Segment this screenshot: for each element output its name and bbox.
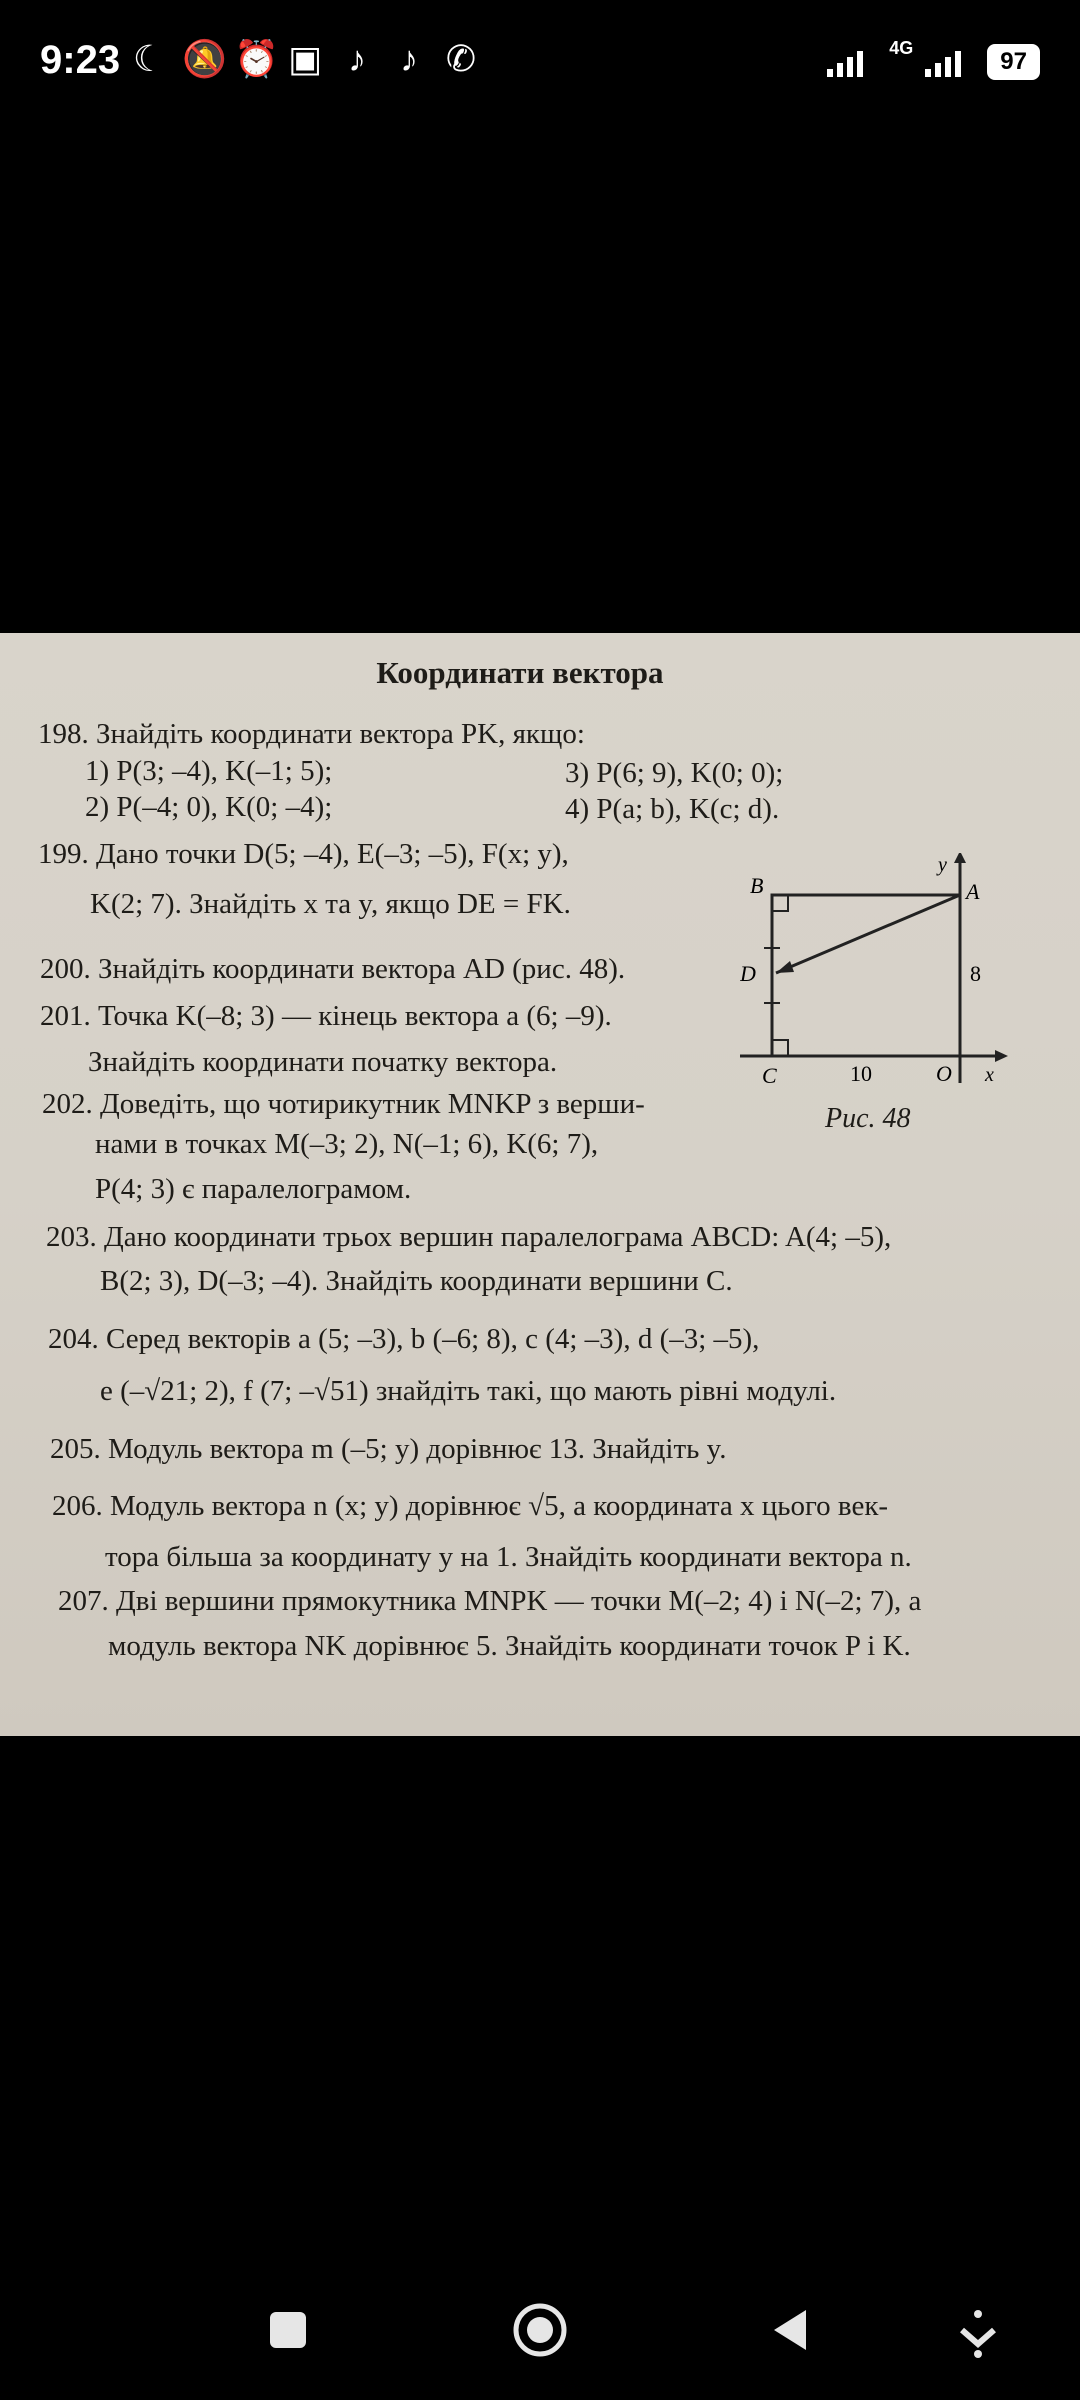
alarm-icon: ⏰ [234,38,279,79]
tiktok-icon: ♪ [400,38,418,79]
label-ten: 10 [850,1061,872,1086]
task-203: 203. Дано координати трьох вершин паралелограма ABCD: A(4; –5), [46,1221,892,1253]
task-201-cont: Знайдіть координати початку вектора. [88,1046,558,1078]
task-202: 202. Доведіть, що чотирикутник MNKP з верши- [42,1088,645,1120]
task-202-cont: нами в точках M(–3; 2), N(–1; 6), K(6; 7), [95,1128,599,1160]
label-o: O [936,1061,952,1086]
textbook-photo [0,633,1080,1736]
task-198-3: 3) P(6; 9), K(0; 0); [565,757,784,789]
task-199-cont: K(2; 7). Знайдіть x та y, якщо DE = FK. [90,888,571,920]
recents-button[interactable] [258,2300,318,2360]
battery-level: 97 [987,44,1040,80]
page-title: Координати вектора [376,655,664,690]
keyboard-hide-button[interactable] [948,2300,1008,2360]
task-202-end: P(4; 3) є паралелограмом. [95,1173,412,1205]
label-d: D [740,961,756,986]
label-y: y [938,854,947,876]
task-200: 200. Знайдіть координати вектора AD (рис. 48). [40,953,626,985]
figure-caption: Рис. 48 [825,1103,911,1134]
label-a: A [966,879,980,904]
figure-48 [740,853,1020,1093]
status-right [827,37,1040,80]
task-201: 201. Точка K(–8; 3) — кінець вектора a (6; –9). [40,1000,612,1032]
task-198: 198. Знайдіть координати вектора PK, якщо: [38,718,585,750]
task-206-cont: тора більша за координату y на 1. Знайдіть координати вектора n. [105,1541,912,1573]
whatsapp-icon: ✆ [445,38,477,79]
status-bar [0,0,1080,130]
back-button[interactable] [762,2300,822,2360]
label-c: C [762,1063,777,1088]
mute-icon: 🔕 [182,38,227,79]
task-207-cont: модуль вектора NK дорівнює 5. Знайдіть координати точок P і K. [108,1630,911,1662]
label-b: B [750,873,764,898]
task-198-4: 4) P(a; b), K(c; d). [565,793,780,825]
task-199: 199. Дано точки D(5; –4), E(–3; –5), F(x; y), [38,838,569,870]
home-button[interactable] [510,2300,570,2360]
task-204-cont: e (–√21; 2), f (7; –√51) знайдіть такі, що мають рівні модулі. [100,1375,837,1407]
signal-icon [925,47,975,77]
tiktok-icon: ♪ [348,38,366,79]
network-type: 4G [889,37,914,58]
label-eight: 8 [970,961,981,986]
vector-ad [776,895,960,973]
task-207: 207. Дві вершини прямокутника MNPK — точки M(–2; 4) і N(–2; 7), а [58,1585,922,1617]
notification-icons [130,38,480,80]
task-206: 206. Модуль вектора n (x; y) дорівнює √5, а координата x цього век- [52,1490,889,1522]
task-203-cont: B(2; 3), D(–3; –4). Знайдіть координати вершини C. [100,1265,733,1297]
navigation-bar [0,2260,1080,2400]
task-204: 204. Серед векторів a (5; –3), b (–6; 8), c (4; –3), d (–3; –5), [48,1323,760,1355]
label-x: x [985,1064,994,1086]
nfc-icon: ▣ [287,38,322,79]
status-time: 9:23 [40,38,121,82]
task-198-1: 1) P(3; –4), K(–1; 5); [85,755,333,787]
task-198-2: 2) P(–4; 0), K(0; –4); [85,791,333,823]
signal-icon [827,47,877,77]
task-205: 205. Модуль вектора m (–5; y) дорівнює 13. Знайдіть y. [50,1433,727,1465]
rectangle-abco [772,895,960,1056]
moon-icon: ☾ [132,38,166,79]
